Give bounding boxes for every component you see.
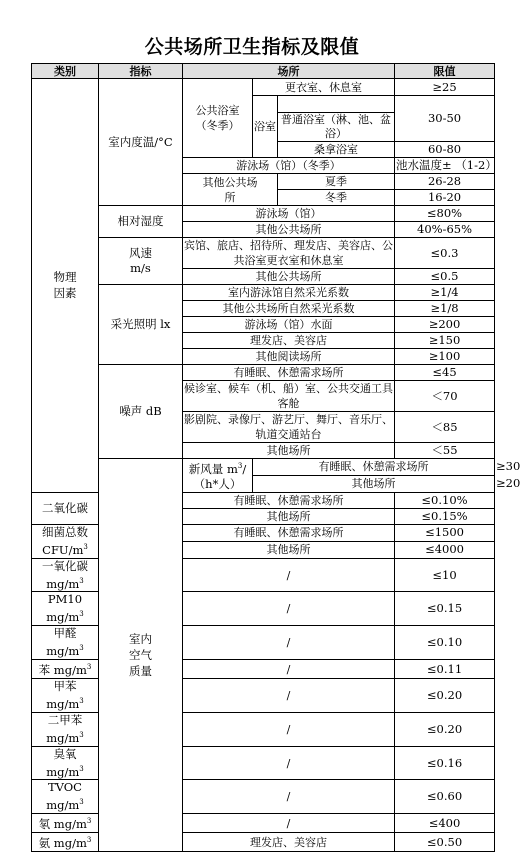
indicator-bacteria: 细菌总数 CFU/$m^3$ <box>32 524 99 558</box>
indicator-formaldehyde: 甲醛 $mg/m^3$ <box>32 626 99 660</box>
place-cell: 影剧院、录像厅、游艺厅、舞厅、音乐厅、轨道交通站台 <box>184 413 393 441</box>
limit-cell: ≤0.15% <box>395 508 495 524</box>
indicator-humidity: 相对湿度 <box>99 206 183 238</box>
limit-cell: ＜70 <box>395 381 495 412</box>
header-place: 场所 <box>183 64 395 79</box>
table-row: 室内 空气 质量 新风量 $m^3/$ （h*人） 有睡眠、休憩需求场所 ≥30 <box>32 459 495 476</box>
limit-cell: ≤0.11 <box>395 660 495 679</box>
limit-cell: ≥1/8 <box>395 301 495 317</box>
place-cell: 其他场所 <box>183 443 395 459</box>
place-cell: 理发店、美容店 <box>183 833 395 852</box>
category-indoor-air: 室内 空气 质量 <box>99 459 183 852</box>
other-places-group-label: 其他公共场 所 <box>183 174 278 206</box>
place-cell <box>278 96 395 113</box>
place-cell: / <box>183 592 395 626</box>
limit-cell: ≤1500 <box>395 524 495 541</box>
indicator-xylene: 二甲苯 $mg/m^3$ <box>32 712 99 746</box>
place-cell: / <box>183 660 395 679</box>
place-cell: 其他场所 <box>253 475 495 492</box>
limit-cell: ＜55 <box>395 443 495 459</box>
place-cell: 普通浴室（淋、池、盆浴） <box>278 113 395 142</box>
limit-cell: ≤0.10% <box>395 492 495 508</box>
table-header-row <box>32 64 495 79</box>
indicator-tvoc: TVOC $mg/m^3$ <box>32 780 99 814</box>
header-limit: 限值 <box>395 64 495 79</box>
indicator-radon: 氡 $mg/m^3$ <box>32 814 99 833</box>
table-row <box>32 79 495 96</box>
place-cell: 更衣室、休息室 <box>253 79 395 96</box>
indicator-temperature: 室内度温/°C <box>99 79 183 206</box>
place-cell: 其他公共场所自然采光系数 <box>183 301 395 317</box>
place-cell: 宾馆、旅店、招待所、理发店、美容店、公共浴室更衣室和休息室 <box>184 239 393 267</box>
place-cell: 其他公共场所 <box>183 269 395 285</box>
indicator-noise: 噪声 dB <box>99 365 183 459</box>
limit-cell: ≥200 <box>395 317 495 333</box>
limit-cell: ≥100 <box>395 349 495 365</box>
place-cell: 桑拿浴室 <box>278 142 395 158</box>
table-row <box>32 238 495 269</box>
limit-cell: ≤0.60 <box>395 780 495 814</box>
limit-cell: ≤0.10 <box>395 626 495 660</box>
limit-cell: ≤0.5 <box>395 269 495 285</box>
limit-cell: 26-28 <box>395 174 495 190</box>
indicator-toluene: 甲苯 $mg/m^3$ <box>32 678 99 712</box>
place-cell: 游泳场（馆）（冬季） <box>183 158 395 174</box>
place-cell: / <box>183 678 395 712</box>
limit-cell: ≤0.50 <box>395 833 495 852</box>
category-physical: 物理 因素 <box>32 79 99 493</box>
place-cell: 有睡眠、休憩需求场所 <box>183 492 395 508</box>
indicator-co: 一氧化碳 $mg/m^3$ <box>32 558 99 592</box>
limit-cell: ≥25 <box>395 79 495 96</box>
place-cell: / <box>183 814 395 833</box>
bath-room-label: 浴室 <box>253 96 278 158</box>
limit-cell: ≥150 <box>395 333 495 349</box>
limit-cell: ≤0.3 <box>395 238 495 269</box>
place-cell: 夏季 <box>278 174 395 190</box>
table-row <box>32 206 495 222</box>
place-cell: / <box>183 558 395 592</box>
table-row <box>32 365 495 381</box>
indicator-ozone: 臭氧 $mg/m^3$ <box>32 746 99 780</box>
document-title: 公共场所卫生指标及限值 <box>144 36 360 58</box>
place-cell: 其他场所 <box>183 541 395 558</box>
place-cell: 候诊室、候车（机、船）室、公共交通工具客舱 <box>184 382 393 410</box>
indicator-pm10: PM10 $mg/m^3$ <box>32 592 99 626</box>
place-cell: / <box>183 780 395 814</box>
hygiene-limits-table <box>31 63 520 852</box>
limit-cell: ≤0.16 <box>395 746 495 780</box>
place-cell: 其他阅读场所 <box>183 349 395 365</box>
place-cell: / <box>183 626 395 660</box>
place-cell: 有睡眠、休憩需求场所 <box>183 365 395 381</box>
header-category: 类别 <box>32 64 99 79</box>
limit-cell: ≤400 <box>395 814 495 833</box>
place-cell: 有睡眠、休憩需求场所 <box>183 524 395 541</box>
indicator-fresh-air: 新风量 $m^3/$ （h*人） <box>183 459 253 493</box>
limit-cell: ≤10 <box>395 558 495 592</box>
place-cell: 理发店、美容店 <box>183 333 395 349</box>
place-cell: 有睡眠、休憩需求场所 <box>253 459 495 476</box>
limit-cell: ＜85 <box>395 412 495 443</box>
place-cell: 其他公共场所 <box>183 222 395 238</box>
limit-cell: ≤80% <box>395 206 495 222</box>
indicator-ammonia: 氨 $mg/m^3$ <box>32 833 99 852</box>
limit-cell: ≥1/4 <box>395 285 495 301</box>
indicator-lighting: 采光照明 lx <box>99 285 183 365</box>
place-cell: 冬季 <box>278 190 395 206</box>
limit-cell: ≤4000 <box>395 541 495 558</box>
indicator-co2: 二氧化碳 <box>32 492 99 524</box>
limit-cell: ≤0.15 <box>395 592 495 626</box>
limit-cell: ≤0.20 <box>395 712 495 746</box>
place-cell: 游泳场（馆）水面 <box>183 317 395 333</box>
bath-group-label: 公共浴室 （冬季） <box>183 79 253 158</box>
place-cell: 游泳场（馆） <box>183 206 395 222</box>
limit-cell: 池水温度± （1-2） <box>396 158 497 172</box>
limit-cell: 16-20 <box>395 190 495 206</box>
table-row: 其他场所 ≥20 <box>32 475 495 492</box>
limit-cell: 60-80 <box>395 142 495 158</box>
indicator-benzene: 苯 $mg/m^3$ <box>32 660 99 679</box>
limit-cell: ≤0.20 <box>395 678 495 712</box>
limit-cell: 40%-65% <box>395 222 495 238</box>
header-indicator: 指标 <box>99 64 183 79</box>
place-cell: 其他场所 <box>183 508 395 524</box>
place-cell: / <box>183 746 395 780</box>
indicator-wind-speed: 风速 m/s <box>99 238 183 285</box>
place-cell: 室内游泳馆自然采光系数 <box>183 285 395 301</box>
place-cell: / <box>183 712 395 746</box>
limit-cell: 30-50 <box>395 96 495 142</box>
table-row <box>32 285 495 301</box>
limit-cell: ≤45 <box>395 365 495 381</box>
